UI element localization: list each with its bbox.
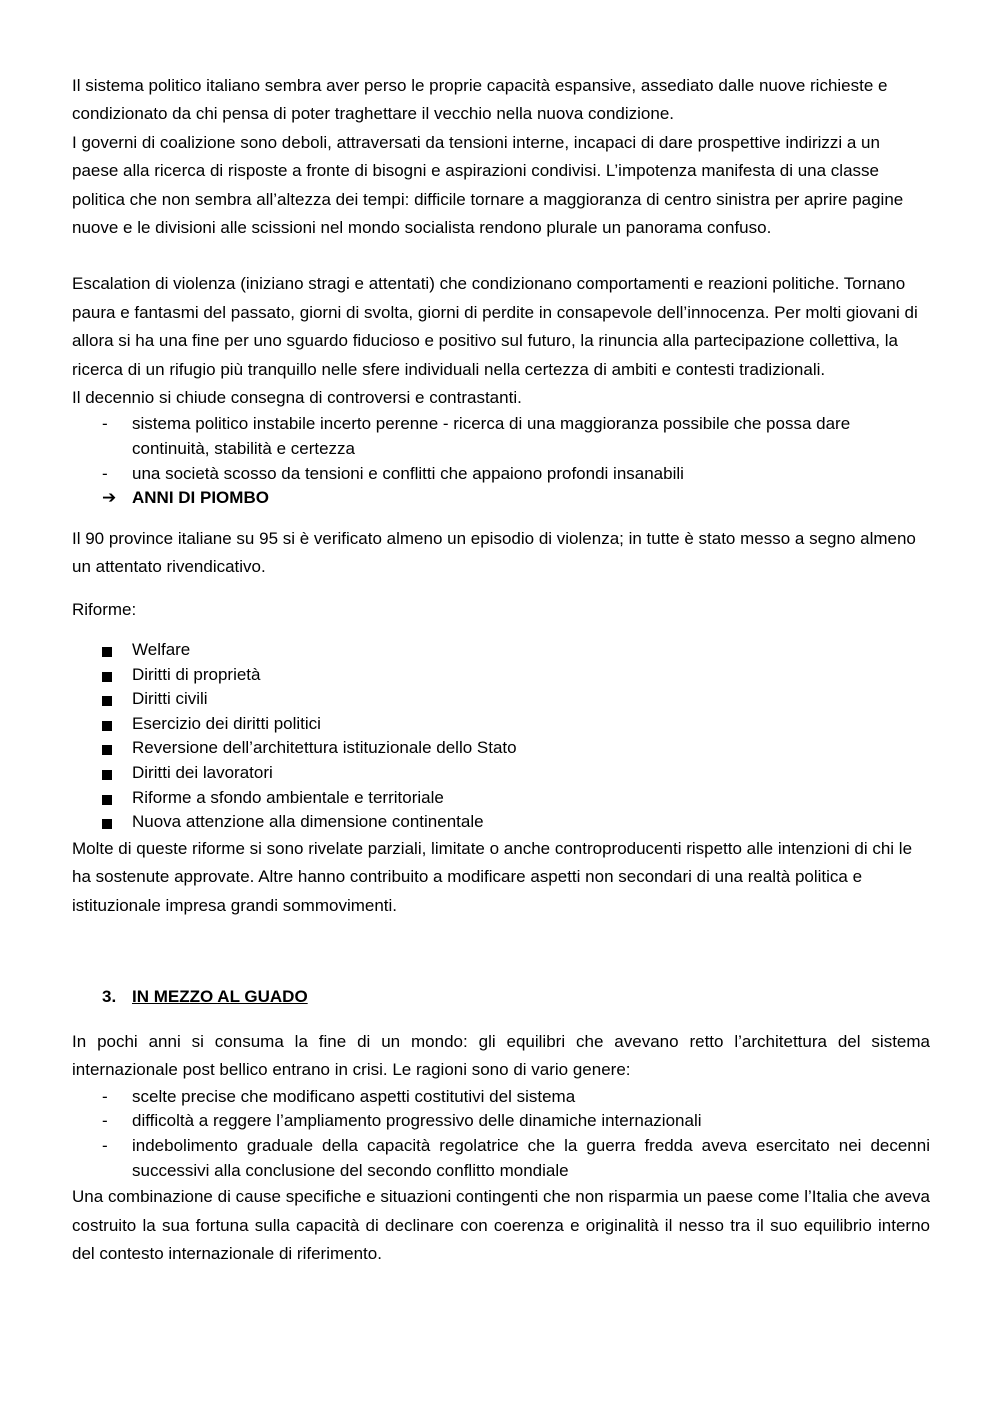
paragraph-provinces: Il 90 province italiane su 95 si è verificato almeno un episodio di violenza; in tutte è stato messo a segno almeno un attentato rivendicativo.: [72, 528, 916, 577]
reform-item: Esercizio dei diritti politici: [132, 713, 321, 733]
paragraph-decade-close: Il decennio si chiude consegna di controversi e contrastanti.: [72, 388, 522, 408]
list-item: [72, 663, 930, 688]
list-item: [72, 712, 930, 737]
list-item: [72, 810, 930, 835]
square-bullet-icon: [102, 745, 112, 755]
list-item: [72, 736, 930, 761]
dash-marker: -: [102, 1111, 108, 1131]
reform-item: Riforme a sfondo ambientale e territoriale: [132, 787, 444, 807]
reforms-heading: Riforme:: [72, 599, 137, 619]
square-bullet-icon: [102, 770, 112, 780]
paragraph-political-system: Il sistema politico italiano sembra aver perso le proprie capacità espansive, assediato dalle nuove richieste e condizionato da chi pensa di poter traghettare il vecchio nella nuova condizione.: [72, 76, 888, 124]
anni-di-piombo-label: ANNI DI PIOMBO: [132, 488, 269, 508]
list-item: [72, 462, 930, 487]
list-item: [72, 412, 930, 461]
reform-item: Nuova attenzione alla dimensione continentale: [132, 812, 484, 832]
reform-item: Diritti di proprietà: [132, 664, 261, 684]
list-item: [72, 1109, 930, 1134]
list-item-text: indebolimento graduale della capacità regolatrice che la guerra fredda aveva esercitato nei decenni successivi alla conclusione del secondo conflitto mondiale: [132, 1136, 930, 1180]
paragraph-escalation: Escalation di violenza (iniziano stragi e attentati) che condizionano comportamenti e reazioni politiche. Tornano paura e fantasmi del passato, giorni di svolta, giorni di perdite in consapevole dell’innocenza. Per molti giovani di allora si ha una fine per uno sguardo fiducioso e positivo sul futuro, la rinuncia alla partecipazione collettiva, la ricerca di un rifugio più tranquillo nelle sfere individuali nella certezza di ambiti e contesti tradizionali.: [72, 274, 918, 379]
paragraph-coalition-governments: I governi di coalizione sono deboli, attraversati da tensioni interne, incapaci di dare prospettive indirizzi a un paese alla ricerca di risposte a fronte di bisogni e aspirazioni condivisi. L’impotenza manifesta di una classe politica che non sembra all’altezza dei tempi: difficile tornare a maggioranza di centro sinistra per aprire pagine nuove e le divisioni alle scissioni nel mondo socialista rendono plurale un panorama confuso.: [72, 132, 904, 238]
list-item-text: una società scosso da tensioni e conflitti che appaiono profondi insanabili: [132, 463, 684, 483]
list-item: [72, 1134, 930, 1183]
section-number: 3.: [102, 987, 117, 1007]
list-item: [72, 687, 930, 712]
list-item: [72, 1085, 930, 1110]
dash-marker: -: [102, 414, 108, 434]
paragraph-combination: Una combinazione di cause specifiche e situazioni contingenti che non risparmia un paese come l’Italia che aveva costruito la sua fortuna sulla capacità di declinare con coerenza e originalità il nesso tra il suo equilibrio interno del contesto internazionale di riferimento.: [72, 1187, 930, 1264]
list-item: [72, 786, 930, 811]
paragraph-reforms-outcome: Molte di queste riforme si sono rivelate parziali, limitate o anche controproducenti rispetto alle intenzioni di chi le ha sostenute approvate. Altre hanno contribuito a modificare aspetti non secondari di una realtà politica e istituzionale impresa grandi sommovimenti.: [72, 838, 913, 915]
reform-item: Welfare: [132, 640, 191, 660]
list-item: [72, 486, 930, 511]
section-title: IN MEZZO AL GUADO: [132, 987, 308, 1007]
dash-marker: -: [102, 1086, 108, 1106]
square-bullet-icon: [102, 647, 112, 657]
reform-item: Diritti civili: [132, 689, 208, 709]
square-bullet-icon: [102, 696, 112, 706]
list-item: [72, 638, 930, 663]
list-item-text: sistema politico instabile incerto perenne - ricerca di una maggioranza possibile che possa dare continuità, stabilità e certezza: [132, 414, 851, 459]
reform-item: Diritti dei lavoratori: [132, 763, 273, 783]
list-item-text: scelte precise che modificano aspetti costitutivi del sistema: [132, 1086, 576, 1106]
dash-marker: -: [102, 1136, 108, 1156]
list-item-text: difficoltà a reggere l’ampliamento progressivo delle dinamiche internazionali: [132, 1111, 702, 1131]
arrow-icon: ➔: [102, 488, 117, 508]
square-bullet-icon: [102, 795, 112, 805]
list-item: [72, 761, 930, 786]
decade-list: [72, 412, 930, 486]
square-bullet-icon: [102, 721, 112, 731]
reforms-list: [72, 638, 930, 835]
arrow-list: [72, 486, 930, 511]
reasons-list: [72, 1085, 930, 1183]
square-bullet-icon: [102, 672, 112, 682]
reform-item: Reversione dell’architettura istituzionale dello Stato: [132, 738, 517, 758]
square-bullet-icon: [102, 819, 112, 829]
paragraph-end-of-world: In pochi anni si consuma la fine di un mondo: gli equilibri che avevano retto l’architettura del sistema internazionale post bellico entrano in crisi. Le ragioni sono di vario genere:: [72, 1032, 930, 1080]
dash-marker: -: [102, 463, 108, 483]
section-heading: [72, 984, 930, 1010]
